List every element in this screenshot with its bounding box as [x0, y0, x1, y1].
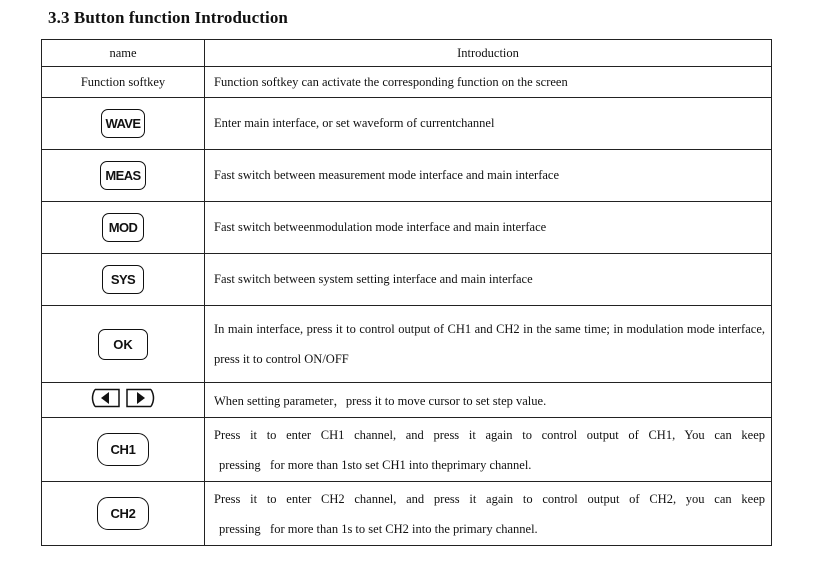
arrow-keys: [88, 388, 158, 408]
intro-line-1: Press it to enter CH2 channel, and press it again to control output of CH2, you can keep: [214, 491, 765, 506]
meas-key-icon: MEAS: [100, 161, 145, 190]
row-introduction: Enter main interface, or set waveform of currentchannel: [205, 98, 772, 150]
button-function-table: [41, 39, 772, 546]
mod-key-icon: MOD: [102, 213, 144, 242]
table-row: [42, 150, 772, 202]
row-introduction: Function softkey can activate the corresponding function on the screen: [205, 67, 772, 98]
right-arrow-key-icon: [124, 388, 158, 408]
intro-line-1: Press it to enter CH1 channel, and press it again to control output of CH1, You can keep: [214, 427, 765, 442]
row-introduction: When setting parameter，press it to move cursor to set step value.: [205, 383, 772, 418]
table-row: [42, 98, 772, 150]
ok-key-icon: OK: [98, 329, 148, 360]
row-introduction: Fast switch between system setting interface and main interface: [205, 254, 772, 306]
ch1-key-icon: CH1: [97, 433, 149, 466]
sys-key-icon: SYS: [102, 265, 144, 294]
table-row: [42, 418, 772, 482]
left-arrow-key-icon: [88, 388, 122, 408]
wave-key-icon: WAVE: [101, 109, 146, 138]
intro-line-2: pressing for more than 1s to set CH2 into the primary channel.: [219, 521, 538, 536]
row-introduction: Fast switch between measurement mode interface and main interface: [205, 150, 772, 202]
intro-line-2: pressing for more than 1sto set CH1 into theprimary channel.: [219, 457, 532, 472]
row-introduction: In main interface, press it to control output of CH1 and CH2 in the same time; in modulation mode interface, press it to control ON/OFF: [205, 306, 772, 383]
table-header-row: [42, 40, 772, 67]
table-row: [42, 306, 772, 383]
table-row: [42, 202, 772, 254]
row-introduction: Fast switch betweenmodulation mode interface and main interface: [205, 202, 772, 254]
table-row: [42, 383, 772, 418]
header-name: name: [42, 40, 205, 67]
table-row: [42, 254, 772, 306]
function-softkey-name: Function softkey: [42, 67, 205, 98]
row-introduction: [205, 418, 772, 482]
section-heading: 3.3 Button function Introduction: [48, 8, 288, 27]
table-row: [42, 482, 772, 546]
ch2-key-icon: CH2: [97, 497, 149, 530]
header-introduction: Introduction: [205, 40, 772, 67]
row-introduction: [205, 482, 772, 546]
table-row: [42, 67, 772, 98]
